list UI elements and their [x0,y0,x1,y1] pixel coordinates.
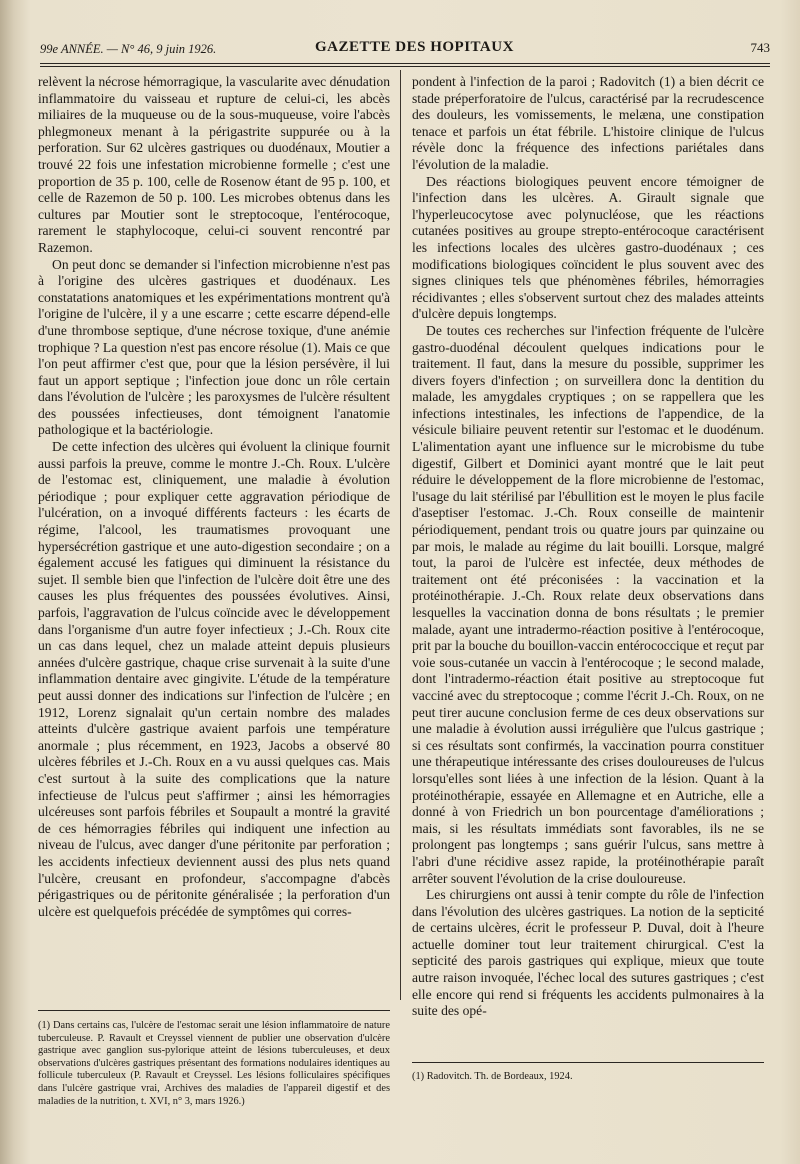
header-rule-double [40,66,770,67]
header-rule [40,63,770,64]
column-divider [400,70,401,1000]
page-header [40,38,770,60]
left-paragraph-1: relèvent la nécrose hémorragique, la vascularite avec dénudation inflammatoire du vaisseau et rupture de celui-ci, les abcès miliaires de la muqueuse ou de la sous-muqueuse, voire l'abcès phlegmoneux menant à la périgastrite suppurée ou à la perforation. Sur 62 ulcères gastriques ou duodénaux, Moutier a trouvé 22 fois une infestation microbienne formelle ; c'est une proportion de 35 p. 100, celle de Rosenow étant de 95 p. 100, et celle de Razemon de 50 p. 100. Les microbes obtenus dans les cultures par Moutier sont le streptocoque, l'entérocoque, rarement le staphylocoque, celui-ci souvent rencontré par Razemon. [38,74,390,255]
right-paragraph-4: Les chirurgiens ont aussi à tenir compte du rôle de l'infection dans l'évolution des ulcères gastriques. La notion de la septicité de certains ulcères, écrit le professeur P. Duval, doit à l'heure actuelle dominer tout leur traitement chirurgical. C'est la septicité des parois gastriques qui explique, mieux que toute autre raison invoquée, l'échec local des sutures gastriques ; c'est elle encore qui rend si fréquents les accidents pulmonaires à la suite des opé- [412,887,764,1019]
footnote-rule-left [38,1010,390,1011]
footnote-left: (1) Dans certains cas, l'ulcère de l'estomac serait une lésion inflammatoire de nature tuberculeuse. P. Ravault et Creyssel viennent de publier une observation d'ulcère gastrique avec ganglion sus-pylorique atteint de lésions tuberculeuses, et deux observations d'ulcères gastriques présentant des formations nodulaires identiques au follicule tuberculeux (P. Ravault et Creyssel. Les lésions folliculaires spécifiques dans l'ulcère gastrique vrai, Archives des maladies de l'appareil digestif et des maladies de la nutrition, t. XVI, n° 3, mars 1926.) [38,1020,390,1107]
right-column [412,74,764,1020]
page-number: 743 [750,40,770,55]
footnote-rule-right [412,1062,764,1063]
left-column [38,74,390,920]
footnote-right: (1) Radovitch. Th. de Bordeaux, 1924. [412,1071,573,1082]
right-paragraph-1: pondent à l'infection de la paroi ; Radovitch (1) a bien décrit ce stade préperforatoire de l'ulcus, caractérisé par la recrudescence des douleurs, les vomissements, le melæna, une constipation tenace et parfois un état fébrile. L'histoire clinique de l'ulcus révèle donc la fréquence des infections pariétales dans l'évolution de la maladie. [412,74,764,172]
journal-title: GAZETTE DES HOPITAUX [315,39,514,55]
right-paragraph-2: Des réactions biologiques peuvent encore témoigner de l'infection dans les ulcères. A. Girault signale que l'hyperleucocytose avec polynucléose, que les réactions cutanées positives au groupe strepto-entérocoque caractérisent les infections locales des ulcères gastro-duodénaux ; ces modifications biologiques coïncident le plus souvent avec des signes cliniques tels que phénomènes fébriles, hémorragies récidivantes ; elles s'observent surtout chez des malades atteints d'ulcère depuis longtemps. [412,173,764,322]
issue-line: 99e ANNÉE. — N° 46, 9 juin 1926. [40,42,217,56]
left-paragraph-2: On peut donc se demander si l'infection microbienne n'est pas à l'origine des ulcères gastriques et duodénaux. Les constatations anatomiques et les expérimentations montrent qu'à l'origine de l'ulcère, il y a une escarre ; cette escarre dépend-elle d'une thrombose septique, d'une nécrose toxique, d'une anémie trophique ? La question n'est pas encore résolue (1). Mais ce que l'on peut affirmer c'est que, pour que la lésion persévère, il lui faut un apport septique ; l'infection joue donc un rôle certain dans l'évolution de l'ulcère ; les paroxysmes de l'ulcère résultent des poussées infectieuses, dont témoignent l'anatomie pathologique et la bactériologie. [38,256,390,438]
right-paragraph-3: De toutes ces recherches sur l'infection fréquente de l'ulcère gastro-duodénal découlent quelques indications pour le traitement. Il faut, dans la mesure du possible, supprimer les divers foyers d'infection ; on surveillera donc la dentition du malade, les amygdales cryptiques ; on se rappellera que les infections intestinales, les infections de l'appendice, de la vésicule biliaire peuvent retentir sur l'estomac et le duodénum. L'alimentation ayant une influence sur le microbisme du tube digestif, Gilbert et Dominici ayant montré que le lait peut réduire le développement de la flore microbienne de l'estomac, l'usage du lait stérilisé par l'ébullition est le moyen le plus facile d'aseptiser l'estomac. J.-Ch. Roux conseille de maintenir périodiquement, pendant trois ou quatre jours par quinzaine ou par mois, le malade au régime du lait bouilli. Lorsque, malgré tout, la paroi de l'ulcère est infectée, deux méthodes de traitement ont été préconisées : la vaccination et la protéinothérapie. J.-Ch. Roux relate deux observations dans lesquelles la vaccination donna de bons résultats ; le premier malade, ayant une intradermo-réaction positive à l'entérocoque, prit par la bouche du bouillon-vaccin entérococcique et reçut par voie sous-cutanée un vaccin à l'entérocoque ; le second malade, dont l'intradermo-réaction était positive au streptocoque fut vacciné avec du streptocoque ; comme l'écrit J.-Ch. Roux, on ne peut tirer aucune conclusion ferme de ces deux observations sur une maladie à évolution aussi irrégulière que l'ulcus gastrique ; si ces résultats sont confirmés, la vaccination pourra constituer une thérapeutique intéressante des crises douloureuses de l'ulcus lorsqu'elles sont liées à une infection de la lésion. Quant à la protéinothérapie, essayée en Allemagne et en Autriche, elle a donné à von Friedrich un bon pourcentage d'améliorations ; mais, si les résultats immédiats sont favorables, ils ne se prolongent pas longtemps ; sans guérir l'ulcus, sans mettre à l'abri d'une récidive assez rapide, la protéinothérapie paraît arrêter souvent l'évolution de la crise douloureuse. [412,322,764,886]
left-paragraph-3: De cette infection des ulcères qui évoluent la clinique fournit aussi parfois la preuve, comme le montre J.-Ch. Roux. L'ulcère de l'estomac est, cliniquement, une maladie à évolution périodique ; pour expliquer cette aggravation périodique de l'ulcération, on a invoqué différents facteurs : les écarts de régime, l'alcool, les traumatismes provoquant une hypersécrétion gastrique et une auto-digestion secondaire ; on a également accusé les fatigues qui diminuent la résistance du sujet. Il semble bien que l'infection de l'ulcère doit être une des causes les plus fréquentes des poussées évolutives. Ainsi, parfois, l'aggravation de l'ulcus coïncide avec le développement dans l'organisme d'un autre foyer infectieux ; J.-Ch. Roux cite un cas dans lequel, chez un malade atteint depuis plusieurs années d'ulcère gastrique, chaque crise survenait à la suite d'une inflammation dentaire avec gingivite. L'étude de la température peut aussi donner des indications sur l'infection de l'ulcère ; en 1912, Lorenz signalait qu'un certain nombre des malades atteints d'ulcère gastrique avaient parfois une température anormale ; plus récemment, en 1923, Jacobs a observé 80 ulcères fébriles et J.-Ch. Roux en a vu aussi quelques cas. Mais c'est surtout à la suite des complications que la nature infectieuse de l'ulcus peut s'affirmer ; ainsi les hémorragies ulcéreuses sont parfois fébriles et Soupault a montré la gravité de ces hémorragies fébriles qui indiquent une infection au niveau de l'ulcus, avec danger d'une péritonite par perforation ; les accidents infectieux deviennent aussi des plus nets quand l'ulcère, creusant en profondeur, s'accompagne d'abcès périgastriques ou de péritonite généralisée ; la perforation d'un ulcère est quelquefois précédée de symptômes qui corres- [38,439,390,919]
